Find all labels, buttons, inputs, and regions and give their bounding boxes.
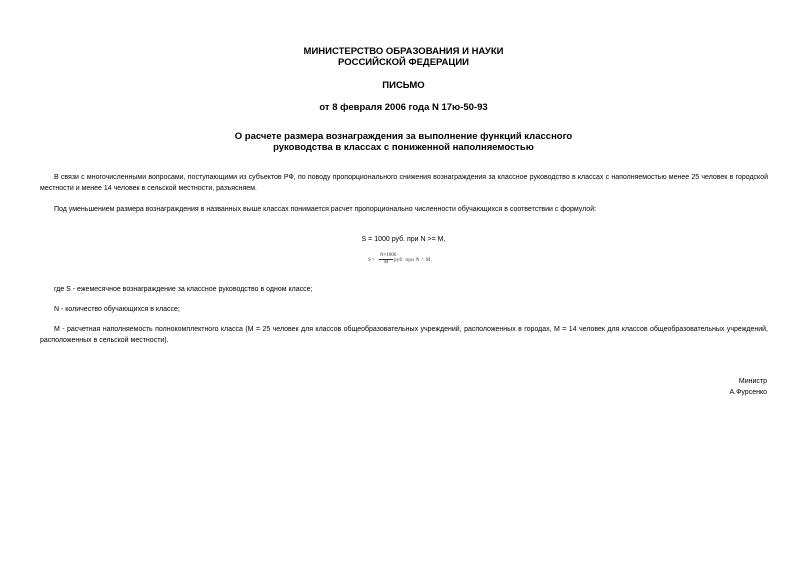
ministry-line-2: РОССИЙСКОЙ ФЕДЕРАЦИИ: [337, 57, 469, 68]
subject-line-1: О расчете размера вознаграждения за выполнение функций классного: [234, 131, 573, 142]
signature-name: А.Фурсенко: [729, 389, 767, 396]
signature-block: [729, 376, 767, 398]
definition-s: где S - ежемесячное вознаграждение за классное руководство в одном классе;: [54, 286, 313, 293]
document-type: ПИСЬМО: [382, 80, 425, 91]
definition-n: N - количество обучающихся в классе;: [54, 306, 180, 313]
formula-lhs: S =: [368, 258, 375, 263]
formula-denominator: M: [384, 260, 389, 265]
document-date-number: от 8 февраля 2006 года N 17ю-50-93: [319, 102, 488, 113]
paragraph-formula-intro: Под уменьшением размера вознаграждения в названных выше классах понимается расчет пропорционально численности обучающихся в соответствии с формулой:: [54, 206, 597, 213]
paragraph-intro: В связи с многочисленными вопросами, поступающими из субъектов РФ, по поводу пропорционального снижения вознаграждения за классное руководство в классах с наполняемостью менее 25 человек в городской местности и менее 14 человек в сельской местности, разъясняем.: [40, 174, 768, 192]
definition-m: M - расчетная наполняемость полнокомплектного класса (M = 25 человек для классов общеобразовательных учреждений, расположенных в городах, M = 14 человек для классов общеобразовательных учреждений, расположенных в сельской местности).: [40, 326, 768, 344]
formula-condition: руб. при N < M,: [394, 258, 433, 263]
formula-reduced-class: [360, 252, 450, 268]
signature-title: Министр: [738, 378, 767, 385]
subject-line-2: руководства в классах с пониженной наполняемостью: [273, 142, 534, 153]
document-subject: [0, 131, 807, 153]
formula-numerator: N×1000: [380, 253, 397, 258]
formula-full-class: S = 1000 руб. при N >= M,: [361, 236, 446, 243]
ministry-line-1: МИНИСТЕРСТВО ОБРАЗОВАНИЯ И НАУКИ: [303, 46, 504, 57]
ministry-heading: [0, 46, 807, 68]
